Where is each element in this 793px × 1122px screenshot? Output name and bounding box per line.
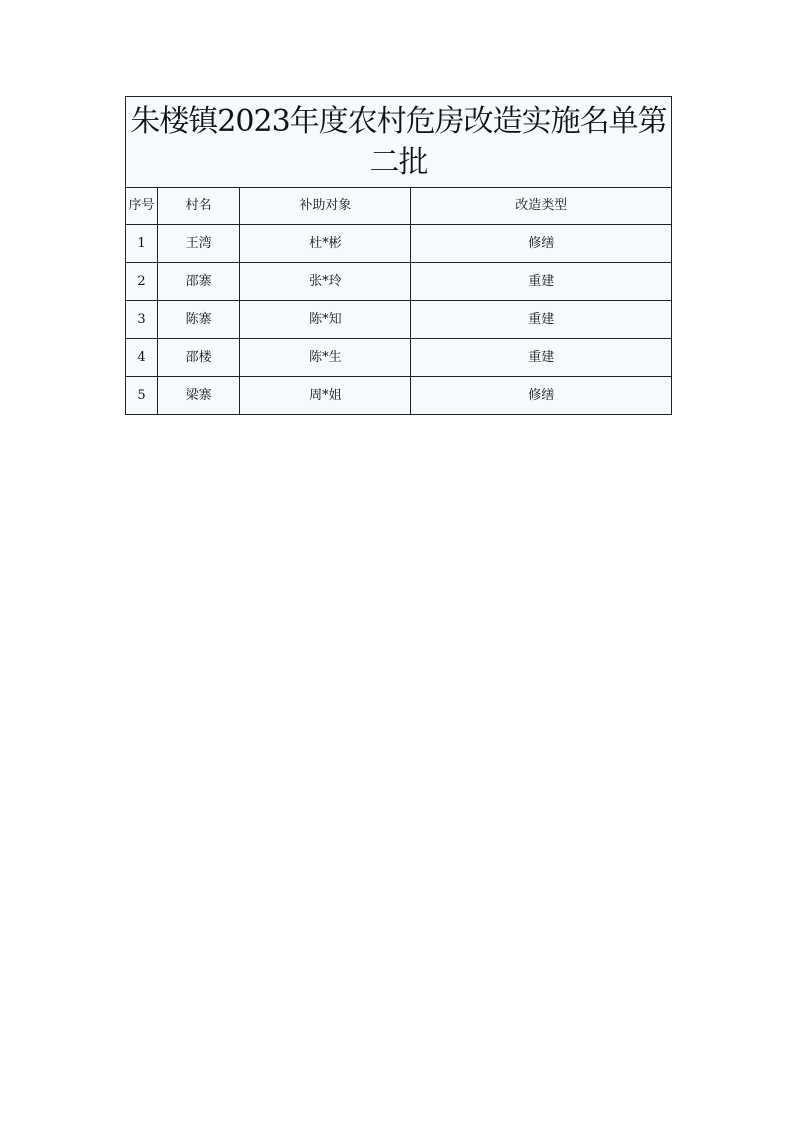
cell-village-name: 邵楼 — [158, 339, 240, 377]
cell-serial-number: 3 — [126, 301, 158, 339]
table-row — [126, 263, 672, 301]
cell-village-name: 陈寨 — [158, 301, 240, 339]
title-row — [126, 97, 672, 188]
cell-subsidy-recipient: 张*玲 — [240, 263, 411, 301]
header-village-name: 村名 — [158, 188, 240, 225]
document-title: 朱楼镇2023年度农村危房改造实施名单第二批 — [126, 97, 672, 188]
cell-village-name: 邵寨 — [158, 263, 240, 301]
cell-subsidy-recipient: 陈*生 — [240, 339, 411, 377]
header-renovation-type: 改造类型 — [411, 188, 672, 225]
table-row — [126, 225, 672, 263]
cell-renovation-type: 修缮 — [411, 377, 672, 415]
table-row — [126, 301, 672, 339]
cell-subsidy-recipient: 杜*彬 — [240, 225, 411, 263]
cell-village-name: 王湾 — [158, 225, 240, 263]
cell-serial-number: 4 — [126, 339, 158, 377]
table-row — [126, 339, 672, 377]
header-subsidy-recipient: 补助对象 — [240, 188, 411, 225]
cell-village-name: 梁寨 — [158, 377, 240, 415]
table-header-row — [126, 188, 672, 225]
cell-renovation-type: 重建 — [411, 263, 672, 301]
cell-serial-number: 1 — [126, 225, 158, 263]
table-row — [126, 377, 672, 415]
cell-subsidy-recipient: 陈*知 — [240, 301, 411, 339]
cell-subsidy-recipient: 周*姐 — [240, 377, 411, 415]
beneficiary-table — [125, 96, 672, 415]
cell-renovation-type: 修缮 — [411, 225, 672, 263]
header-serial-number: 序号 — [126, 188, 158, 225]
cell-serial-number: 5 — [126, 377, 158, 415]
cell-renovation-type: 重建 — [411, 301, 672, 339]
cell-serial-number: 2 — [126, 263, 158, 301]
cell-renovation-type: 重建 — [411, 339, 672, 377]
